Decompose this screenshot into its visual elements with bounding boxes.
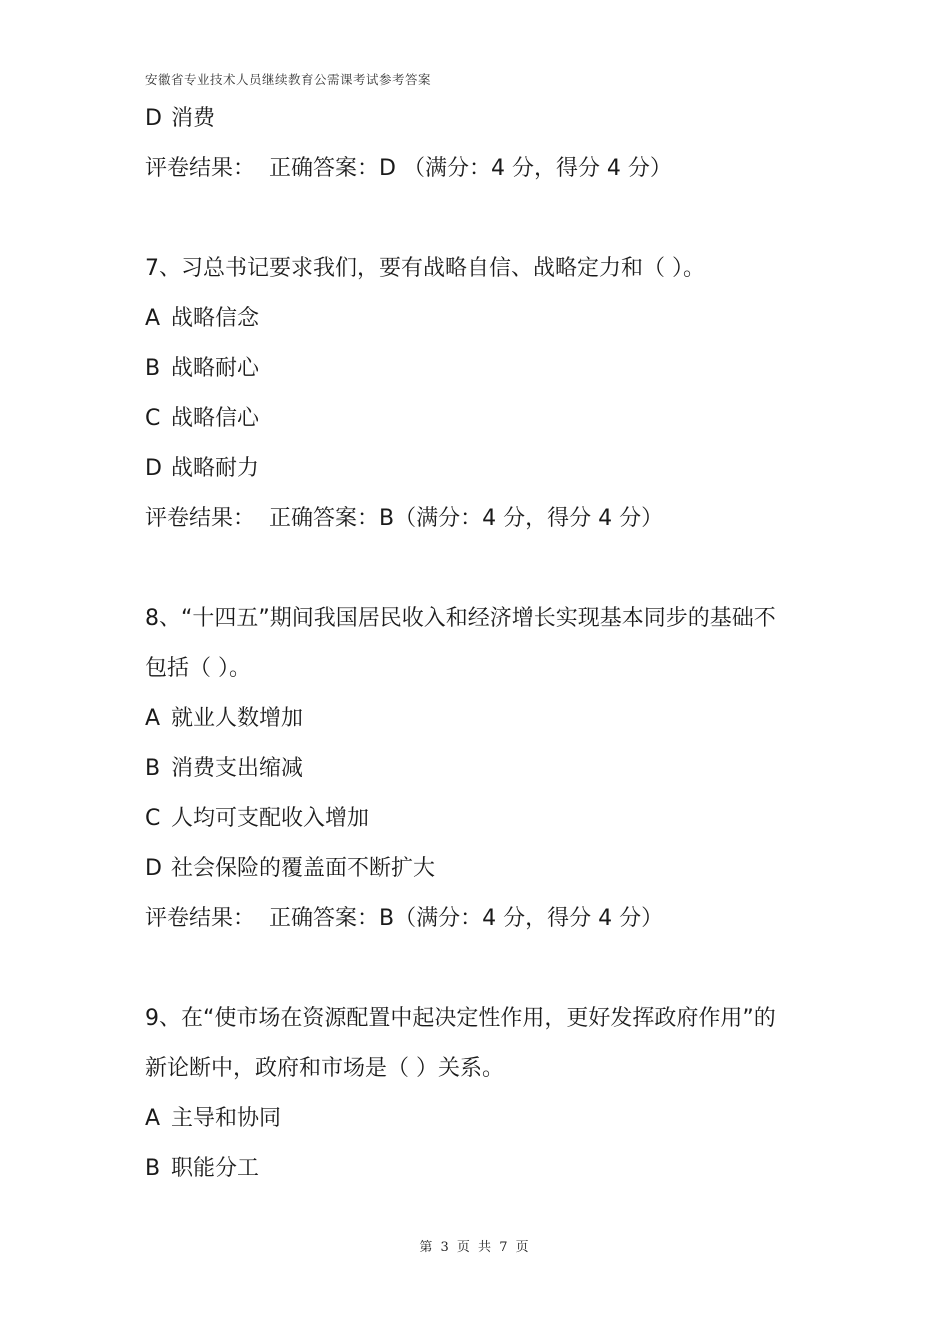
- option-c: [145, 794, 815, 844]
- option-letter: A: [145, 706, 161, 731]
- result-label: 评卷结果：: [145, 156, 256, 181]
- result-text: 正确答案：B（满分：4 分，得分 4 分）: [269, 506, 664, 531]
- question-9-line-2: 新论断中，政府和市场是（ ）关系。: [145, 1056, 504, 1081]
- option-a: [145, 294, 815, 344]
- option-b: [145, 744, 815, 794]
- option-d: [145, 444, 815, 494]
- result-label: 评卷结果：: [145, 906, 256, 931]
- option-a: [145, 694, 815, 744]
- option-letter: C: [145, 406, 161, 431]
- option-b: [145, 1144, 815, 1194]
- question-9-line-1: 9、在“使市场在资源配置中起决定性作用，更好发挥政府作用”的: [145, 1006, 776, 1031]
- spacer: [145, 944, 815, 994]
- grading-result: [145, 144, 815, 194]
- option-letter: D: [145, 856, 162, 881]
- spacer: [145, 194, 815, 244]
- option-letter: A: [145, 1106, 161, 1131]
- option-c: [145, 394, 815, 444]
- option-letter: B: [145, 1156, 161, 1181]
- spacer: [145, 544, 815, 594]
- option-letter: B: [145, 356, 161, 381]
- option-text: 职能分工: [171, 1156, 260, 1181]
- result-text: 正确答案：D （满分：4 分，得分 4 分）: [269, 156, 672, 181]
- option-text: 人均可支配收入增加: [171, 806, 370, 831]
- option-b: [145, 344, 815, 394]
- question-8-line-2: 包括（ ）。: [145, 656, 251, 681]
- result-label: 评卷结果：: [145, 506, 256, 531]
- option-d: [145, 94, 815, 144]
- option-letter: C: [145, 806, 161, 831]
- option-d: [145, 844, 815, 894]
- option-text: 战略耐心: [171, 356, 260, 381]
- option-text: 战略信心: [171, 406, 260, 431]
- option-letter: B: [145, 756, 161, 781]
- option-letter: D: [145, 456, 162, 481]
- option-text: 战略信念: [171, 306, 260, 331]
- document-body: [145, 94, 815, 1194]
- option-a: [145, 1094, 815, 1144]
- option-text: 消费支出缩减: [171, 756, 304, 781]
- page-number: 第 3 页 共 7 页: [419, 1240, 531, 1255]
- result-text: 正确答案：B（满分：4 分，得分 4 分）: [269, 906, 664, 931]
- question-8-line-1: 8、“十四五”期间我国居民收入和经济增长实现基本同步的基础不: [145, 606, 776, 631]
- grading-result: [145, 494, 815, 544]
- option-letter: D: [145, 106, 162, 131]
- document-header: 安徽省专业技术人员继续教育公需课考试参考答案: [145, 72, 432, 87]
- option-text: 消费: [171, 106, 216, 131]
- option-text: 战略耐力: [171, 456, 260, 481]
- option-text: 社会保险的覆盖面不断扩大: [171, 856, 436, 881]
- option-text: 就业人数增加: [171, 706, 304, 731]
- question-7: 7、习总书记要求我们，要有战略自信、战略定力和（ ）。: [145, 256, 705, 281]
- option-text: 主导和协同: [171, 1106, 282, 1131]
- grading-result: [145, 894, 815, 944]
- option-letter: A: [145, 306, 161, 331]
